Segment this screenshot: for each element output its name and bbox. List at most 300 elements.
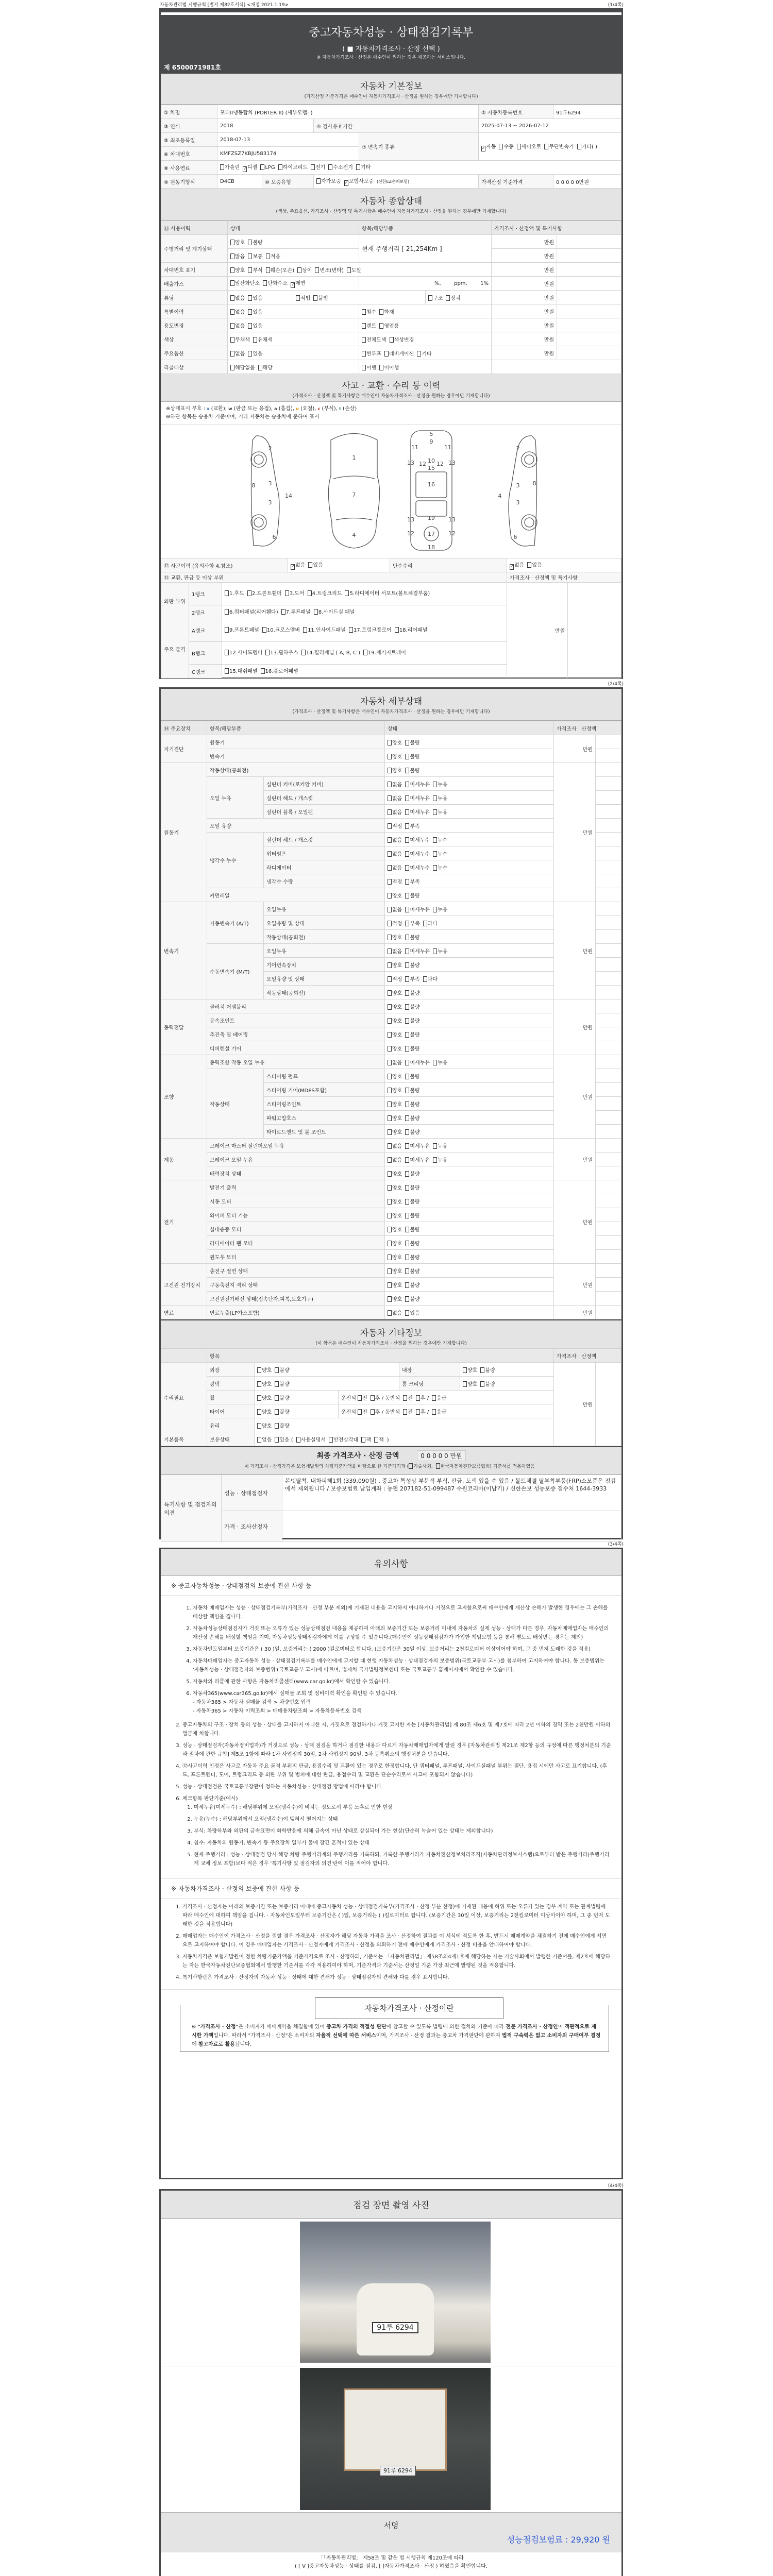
checkbox-option[interactable] — [388, 1016, 402, 1024]
checkbox-icon[interactable] — [405, 935, 409, 940]
checkbox-icon[interactable] — [433, 948, 437, 954]
checkbox-option[interactable] — [362, 349, 381, 357]
checkbox-option[interactable] — [248, 252, 262, 260]
checkbox-icon[interactable] — [308, 590, 312, 596]
checkbox-icon[interactable] — [362, 323, 366, 329]
checkbox-option[interactable] — [275, 1394, 289, 1401]
checkbox-option[interactable] — [480, 1366, 495, 1374]
checkbox-option[interactable] — [328, 163, 353, 171]
checkbox-option[interactable] — [433, 794, 447, 802]
checkbox-icon[interactable] — [230, 323, 234, 329]
checkbox-option[interactable] — [388, 1295, 402, 1302]
checkbox-icon[interactable] — [388, 823, 392, 829]
checkbox-option[interactable] — [230, 363, 255, 371]
checkbox-icon[interactable] — [220, 164, 224, 170]
checkbox-option[interactable] — [405, 877, 419, 885]
checkbox-option[interactable] — [388, 1309, 402, 1316]
checkbox-icon[interactable] — [247, 590, 251, 596]
checkbox-option[interactable] — [316, 177, 341, 184]
checkbox-option[interactable] — [388, 877, 402, 885]
checkbox-option[interactable] — [405, 1114, 419, 1122]
checkbox-icon[interactable] — [405, 1185, 409, 1191]
checkbox-icon[interactable] — [266, 267, 270, 273]
checkbox-option[interactable] — [243, 163, 257, 172]
checkbox-icon[interactable] — [405, 1241, 409, 1246]
checkbox-option[interactable] — [388, 1058, 402, 1066]
checkbox-icon[interactable] — [311, 164, 315, 170]
checkbox-icon[interactable] — [388, 1088, 392, 1093]
checkbox-option[interactable] — [358, 1394, 367, 1401]
checkbox-option[interactable] — [261, 667, 298, 676]
checkbox-icon[interactable] — [405, 1046, 409, 1052]
checkbox-icon[interactable] — [388, 1227, 392, 1232]
checkbox-icon[interactable] — [388, 962, 392, 968]
checkbox-option[interactable] — [257, 1408, 272, 1415]
checkbox-icon[interactable] — [388, 1199, 392, 1205]
checkbox-option[interactable] — [395, 626, 428, 635]
checkbox-option[interactable] — [433, 836, 447, 843]
checkbox-icon[interactable] — [281, 609, 285, 615]
checkbox-icon[interactable] — [230, 337, 234, 343]
checkbox-option[interactable] — [374, 1435, 384, 1443]
checkbox-icon[interactable] — [225, 627, 229, 633]
checkbox-icon[interactable] — [499, 144, 503, 149]
checkbox-option[interactable] — [275, 1435, 293, 1443]
checkbox-icon[interactable] — [405, 1032, 409, 1038]
checkbox-icon[interactable] — [388, 1282, 392, 1288]
checkbox-option[interactable] — [527, 561, 542, 568]
checkbox-icon[interactable] — [405, 1074, 409, 1079]
checkbox-icon[interactable] — [405, 1143, 409, 1149]
checkbox-option[interactable] — [388, 836, 402, 843]
checkbox-option[interactable] — [388, 1142, 402, 1149]
checkbox-icon[interactable] — [263, 280, 267, 286]
checkbox-icon[interactable] — [230, 280, 234, 286]
checkbox-option[interactable] — [257, 1380, 272, 1387]
checkbox-option[interactable] — [433, 863, 447, 871]
checkbox-icon[interactable] — [405, 948, 409, 954]
checkbox-icon[interactable] — [308, 562, 312, 568]
checkbox-option[interactable] — [230, 294, 245, 301]
checkbox-option[interactable] — [363, 649, 406, 657]
checkbox-option[interactable] — [296, 294, 310, 301]
checkbox-icon[interactable] — [395, 627, 399, 633]
checkbox-icon[interactable] — [388, 879, 392, 885]
checkbox-icon[interactable] — [379, 309, 383, 315]
checkbox-option[interactable] — [405, 1295, 419, 1302]
checkbox-icon[interactable] — [265, 650, 270, 655]
checkbox-option[interactable] — [428, 294, 443, 301]
checkbox-icon[interactable] — [388, 1255, 392, 1260]
checkbox-icon[interactable] — [248, 295, 252, 301]
checkbox-icon[interactable] — [362, 365, 366, 370]
checkbox-option[interactable] — [405, 780, 430, 788]
checkbox-icon[interactable] — [329, 1437, 333, 1443]
checkbox-icon[interactable] — [405, 1115, 409, 1121]
checkbox-icon[interactable] — [362, 309, 366, 315]
checkbox-icon[interactable] — [480, 1367, 484, 1373]
checkbox-icon[interactable] — [253, 337, 257, 343]
checkbox-option[interactable] — [433, 947, 447, 955]
checkbox-option[interactable] — [356, 163, 371, 171]
checkbox-icon[interactable] — [417, 351, 421, 357]
checkbox-icon[interactable] — [362, 337, 366, 343]
checkbox-icon[interactable] — [480, 1381, 484, 1387]
checkbox-icon[interactable] — [405, 921, 409, 926]
checkbox-icon[interactable] — [388, 1032, 392, 1038]
checkbox-icon[interactable] — [230, 267, 234, 273]
checkbox-icon[interactable] — [390, 337, 394, 343]
checkbox-option[interactable] — [311, 163, 325, 171]
checkbox-icon[interactable] — [248, 351, 252, 357]
checkbox-option[interactable] — [230, 349, 245, 357]
checkbox-option[interactable] — [423, 975, 438, 982]
checkbox-icon[interactable] — [405, 962, 409, 968]
checkbox-icon[interactable] — [405, 976, 409, 982]
checkbox-option[interactable] — [248, 294, 262, 301]
checkbox-option[interactable] — [388, 947, 402, 955]
checkbox-icon[interactable] — [388, 907, 392, 912]
checkbox-option[interactable] — [388, 1170, 402, 1177]
checkbox-option[interactable] — [517, 142, 542, 150]
checkbox-icon[interactable] — [388, 1213, 392, 1218]
checkbox-option[interactable] — [362, 335, 386, 343]
checkbox-icon[interactable] — [248, 323, 252, 329]
checkbox-option[interactable] — [388, 863, 402, 871]
checkbox-option[interactable] — [433, 780, 447, 788]
checkbox-icon[interactable] — [349, 627, 353, 633]
checkbox-option[interactable] — [405, 891, 419, 899]
checkbox-option[interactable] — [349, 626, 392, 635]
checkbox-icon[interactable] — [230, 253, 234, 259]
checkbox-option[interactable] — [275, 1421, 289, 1429]
checkbox-icon[interactable] — [388, 976, 392, 982]
checkbox-icon[interactable] — [388, 1074, 392, 1079]
checkbox-icon[interactable] — [388, 948, 392, 954]
checkbox-icon[interactable] — [405, 1004, 409, 1010]
checkbox-option[interactable] — [388, 1072, 402, 1080]
checkbox-option[interactable] — [303, 626, 346, 635]
checkbox-option[interactable] — [329, 1435, 358, 1443]
checkbox-option[interactable] — [405, 1197, 419, 1205]
checkbox-option[interactable] — [405, 808, 430, 816]
checkbox-option[interactable] — [296, 1435, 326, 1443]
checkbox-option[interactable] — [405, 961, 419, 969]
checkbox-option[interactable] — [257, 1421, 272, 1429]
checkbox-icon[interactable] — [379, 365, 383, 370]
checkbox-option[interactable] — [405, 919, 419, 927]
checkbox-icon[interactable] — [358, 1409, 362, 1415]
checkbox-option[interactable] — [405, 1183, 419, 1191]
checkbox-option[interactable] — [266, 252, 280, 260]
checkbox-option[interactable] — [423, 919, 438, 927]
checkbox-icon[interactable] — [388, 768, 392, 773]
checkbox-option[interactable] — [388, 1156, 402, 1163]
checked-box-icon[interactable] — [291, 282, 295, 288]
checkbox-option[interactable] — [405, 1253, 419, 1261]
checkbox-option[interactable] — [405, 1128, 419, 1136]
checkbox-option[interactable] — [405, 947, 430, 955]
checkbox-icon[interactable] — [347, 267, 351, 273]
checkbox-option[interactable] — [247, 589, 282, 598]
checkbox-option[interactable] — [388, 794, 402, 802]
checkbox-option[interactable] — [388, 1211, 402, 1219]
checkbox-option[interactable] — [388, 1281, 402, 1289]
checkbox-icon[interactable] — [388, 1268, 392, 1274]
checkbox-option[interactable] — [433, 905, 447, 913]
checkbox-icon[interactable] — [403, 1409, 407, 1415]
checkbox-option[interactable] — [275, 1408, 289, 1415]
checkbox-option[interactable] — [314, 608, 355, 617]
checkbox-option[interactable] — [405, 1100, 419, 1108]
checkbox-option[interactable] — [253, 335, 273, 343]
checkbox-option[interactable] — [405, 975, 419, 982]
checkbox-option[interactable] — [388, 808, 402, 816]
checkbox-option[interactable] — [225, 626, 259, 635]
checkbox-option[interactable] — [388, 752, 402, 760]
checkbox-option[interactable] — [230, 266, 245, 274]
checkbox-option[interactable] — [416, 1394, 429, 1401]
checkbox-icon[interactable] — [405, 768, 409, 773]
checkbox-option[interactable] — [291, 279, 305, 288]
checkbox-option[interactable] — [225, 667, 258, 676]
checkbox-option[interactable] — [379, 321, 399, 329]
checkbox-icon[interactable] — [544, 144, 548, 149]
checkbox-option[interactable] — [388, 1183, 402, 1191]
checkbox-icon[interactable] — [405, 1129, 409, 1135]
checkbox-option[interactable] — [405, 1058, 430, 1066]
checkbox-option[interactable] — [388, 850, 402, 857]
checkbox-option[interactable] — [248, 266, 262, 274]
checkbox-icon[interactable] — [405, 1268, 409, 1274]
checkbox-option[interactable] — [405, 1044, 419, 1052]
checkbox-icon[interactable] — [405, 1060, 409, 1065]
checkbox-option[interactable] — [230, 335, 250, 343]
checkbox-icon[interactable] — [303, 627, 307, 633]
checkbox-icon[interactable] — [405, 1157, 409, 1163]
checkbox-icon[interactable] — [405, 907, 409, 912]
checkbox-icon[interactable] — [363, 650, 367, 655]
checkbox-option[interactable] — [510, 561, 524, 570]
checkbox-option[interactable] — [230, 238, 245, 246]
checkbox-option[interactable] — [403, 1394, 413, 1401]
checkbox-icon[interactable] — [405, 740, 409, 745]
checkbox-icon[interactable] — [405, 851, 409, 857]
checkbox-option[interactable] — [379, 363, 399, 371]
checkbox-option[interactable] — [275, 1380, 289, 1387]
checkbox-icon[interactable] — [285, 590, 289, 596]
checkbox-icon[interactable] — [257, 1367, 261, 1373]
checkbox-icon[interactable] — [257, 1381, 261, 1387]
checkbox-icon[interactable] — [225, 590, 229, 596]
checkbox-option[interactable] — [262, 626, 300, 635]
checkbox-icon[interactable] — [405, 1255, 409, 1260]
checkbox-icon[interactable] — [275, 1395, 279, 1401]
checkbox-icon[interactable] — [374, 1437, 378, 1443]
checkbox-icon[interactable] — [405, 1213, 409, 1218]
checkbox-option[interactable] — [347, 266, 361, 274]
checkbox-option[interactable] — [544, 142, 574, 150]
checkbox-option[interactable] — [433, 808, 447, 816]
checkbox-icon[interactable] — [328, 164, 332, 170]
checkbox-icon[interactable] — [266, 253, 270, 259]
checkbox-icon[interactable] — [405, 837, 409, 843]
checkbox-option[interactable] — [405, 933, 419, 941]
checkbox-icon[interactable] — [356, 164, 360, 170]
checkbox-icon[interactable] — [257, 1395, 261, 1401]
checkbox-icon[interactable] — [446, 295, 450, 301]
checkbox-option[interactable] — [405, 1309, 419, 1316]
checkbox-option[interactable] — [446, 294, 460, 301]
checkbox-icon[interactable] — [405, 795, 409, 801]
checkbox-option[interactable] — [405, 1211, 419, 1219]
checkbox-icon[interactable] — [225, 668, 229, 674]
checkbox-icon[interactable] — [388, 754, 392, 759]
checkbox-icon[interactable] — [405, 879, 409, 885]
checkbox-option[interactable] — [405, 1281, 419, 1289]
checkbox-icon[interactable] — [577, 144, 581, 149]
checkbox-icon[interactable] — [371, 1395, 375, 1401]
checkbox-option[interactable] — [405, 1003, 419, 1010]
checkbox-option[interactable] — [405, 794, 430, 802]
checkbox-option[interactable] — [388, 961, 402, 969]
checkbox-option[interactable] — [388, 1225, 402, 1233]
checkbox-option[interactable] — [220, 163, 240, 171]
checkbox-option[interactable] — [481, 142, 496, 151]
checkbox-option[interactable] — [388, 780, 402, 788]
checkbox-icon[interactable] — [388, 935, 392, 940]
checkbox-icon[interactable] — [405, 782, 409, 787]
checkbox-option[interactable] — [291, 561, 305, 570]
checkbox-option[interactable] — [577, 142, 597, 150]
checkbox-option[interactable] — [388, 891, 402, 899]
checkbox-icon[interactable] — [379, 323, 383, 329]
checkbox-icon[interactable] — [388, 990, 392, 996]
checkbox-icon[interactable] — [275, 1367, 279, 1373]
checkbox-icon[interactable] — [316, 178, 321, 184]
checkbox-option[interactable] — [388, 989, 402, 996]
checkbox-option[interactable] — [297, 266, 312, 274]
checkbox-icon[interactable] — [230, 240, 234, 245]
checkbox-icon[interactable] — [275, 1409, 279, 1415]
checkbox-option[interactable] — [405, 738, 419, 746]
checkbox-option[interactable] — [266, 266, 294, 274]
checkbox-icon[interactable] — [388, 1129, 392, 1135]
checkbox-option[interactable] — [480, 1380, 495, 1387]
checkbox-icon[interactable] — [278, 164, 282, 170]
checkbox-option[interactable] — [388, 905, 402, 913]
checkbox-option[interactable] — [388, 919, 402, 927]
checkbox-option[interactable] — [248, 349, 262, 357]
checkbox-option[interactable] — [433, 1156, 447, 1163]
checkbox-option[interactable] — [265, 649, 298, 657]
checkbox-option[interactable] — [388, 1030, 402, 1038]
checkbox-icon[interactable] — [405, 1296, 409, 1302]
checkbox-icon[interactable] — [388, 740, 392, 745]
checked-box-icon[interactable] — [481, 146, 485, 151]
checkbox-icon[interactable] — [358, 1395, 362, 1401]
checkbox-option[interactable] — [433, 1058, 447, 1066]
checkbox-icon[interactable] — [314, 609, 318, 615]
checkbox-icon[interactable] — [371, 1409, 375, 1415]
checkbox-icon[interactable] — [433, 837, 437, 843]
checkbox-option[interactable] — [388, 1086, 402, 1094]
checkbox-icon[interactable] — [388, 921, 392, 926]
checkbox-option[interactable] — [248, 238, 262, 246]
checkbox-option[interactable] — [371, 1394, 400, 1401]
checkbox-icon[interactable] — [433, 1157, 437, 1163]
checkbox-icon[interactable] — [432, 1395, 436, 1401]
checkbox-icon[interactable] — [257, 1409, 261, 1415]
checkbox-option[interactable] — [499, 142, 513, 150]
checkbox-option[interactable] — [405, 822, 419, 829]
checkbox-icon[interactable] — [313, 295, 317, 301]
checkbox-option[interactable] — [417, 349, 431, 357]
checkbox-icon[interactable] — [388, 1185, 392, 1191]
checkbox-icon[interactable] — [517, 144, 521, 149]
checkbox-option[interactable] — [384, 349, 414, 357]
checkbox-icon[interactable] — [388, 837, 392, 843]
checkbox-option[interactable] — [358, 1408, 367, 1415]
checkbox-icon[interactable] — [296, 1437, 300, 1443]
checkbox-option[interactable] — [308, 589, 342, 598]
checkbox-icon[interactable] — [384, 351, 389, 357]
checkbox-icon[interactable] — [388, 809, 392, 815]
checkbox-icon[interactable] — [275, 1423, 279, 1429]
checkbox-option[interactable] — [405, 989, 419, 996]
checkbox-option[interactable] — [388, 766, 402, 774]
checkbox-option[interactable] — [405, 1086, 419, 1094]
checkbox-icon[interactable] — [388, 865, 392, 871]
checked-box-icon[interactable] — [243, 166, 247, 172]
checkbox-icon[interactable] — [433, 1143, 437, 1149]
checkbox-icon[interactable] — [405, 865, 409, 871]
checkbox-icon[interactable] — [463, 1381, 467, 1387]
checkbox-option[interactable] — [281, 608, 311, 617]
checkbox-icon[interactable] — [388, 1143, 392, 1149]
checkbox-icon[interactable] — [225, 650, 229, 655]
checkbox-icon[interactable] — [248, 253, 252, 259]
checkbox-icon[interactable] — [248, 240, 252, 245]
checkbox-icon[interactable] — [388, 1004, 392, 1010]
checkbox-option[interactable] — [405, 863, 430, 871]
checkbox-option[interactable] — [388, 1114, 402, 1122]
checkbox-icon[interactable] — [423, 976, 427, 982]
checkbox-option[interactable] — [362, 363, 376, 371]
checkbox-icon[interactable] — [405, 1227, 409, 1232]
checkbox-icon[interactable] — [433, 907, 437, 912]
checkbox-option[interactable] — [388, 822, 402, 829]
checkbox-icon[interactable] — [403, 1395, 407, 1401]
checkbox-icon[interactable] — [388, 1018, 392, 1024]
checkbox-icon[interactable] — [416, 1395, 420, 1401]
checkbox-option[interactable] — [344, 177, 374, 186]
checkbox-icon[interactable] — [261, 668, 265, 674]
checkbox-icon[interactable] — [405, 823, 409, 829]
checkbox-icon[interactable] — [433, 795, 437, 801]
checkbox-icon[interactable] — [463, 1367, 467, 1373]
checkbox-icon[interactable] — [416, 1409, 420, 1415]
checkbox-icon[interactable] — [388, 795, 392, 801]
checkbox-icon[interactable] — [388, 851, 392, 857]
checkbox-option[interactable] — [285, 589, 305, 598]
checkbox-option[interactable] — [405, 1016, 419, 1024]
checkbox-option[interactable] — [257, 1435, 272, 1443]
checkbox-icon[interactable] — [433, 851, 437, 857]
checkbox-icon[interactable] — [230, 295, 234, 301]
checkbox-icon[interactable] — [388, 1101, 392, 1107]
checkbox-icon[interactable] — [260, 164, 264, 170]
